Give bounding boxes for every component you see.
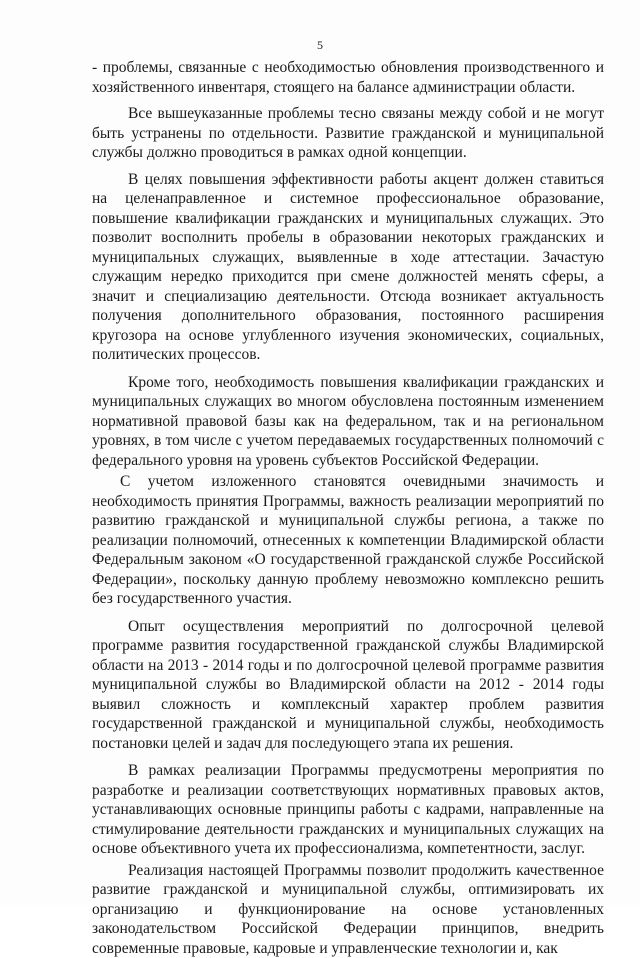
paragraph-program-results: Реализация настоящей Программы позволит продолжить качественное развитие гражданской и муниципальной службы, оптимизировать их организацию и функционирование на основе установленных законодательством Российской Федерации принципов, внедрить современные правовые, кадровые и управленческие технологии и, как — [92, 861, 604, 958]
paragraph-program-measures: В рамках реализации Программы предусмотрены мероприятия по разработке и реализации соответствующих нормативных правовых актов, устанавливающих основные принципы работы с кадрами, направленные на стимулирование деятельности гражданских и муниципальных служащих на основе объективного учета их профессионализма, компетентности, заслуг. — [92, 761, 604, 859]
page-number: 5 — [0, 38, 640, 53]
paragraph-bullet-inventory: - проблемы, связанные с необходимостью обновления производственного и хозяйственного инвентаря, стоящего на балансе администрации области. — [92, 58, 604, 97]
paragraph-professional-education: В целях повышения эффективности работы акцент должен ставиться на целенаправленное и системное профессиональное образование, повышение квалификации гражданских и муниципальных служащих. Это позволит восполнить пробелы в образовании некоторых гражданских и муниципальных служащих, выявленные в ходе аттестации. Зачастую служащим нередко приходится при смене должностей менять сферы, а значит и специализацию деятельности. Отсюда возникает актуальность получения дополнительного образования, постоянного расширения кругозора на основе углубленного изучения экономических, социальных, политических процессов. — [92, 170, 604, 365]
paragraph-problems-linked: Все вышеуказанные проблемы тесно связаны между собой и не могут быть устранены по отдельности. Развитие гражданской и муниципальной службы должно проводиться в рамках одной концепции. — [92, 104, 604, 163]
paragraph-program-importance: С учетом изложенного становятся очевидными значимость и необходимость принятия Программы, важность реализации мероприятий по развитию гражданской и муниципальной службы региона, а также по реализации полномочий, отнесенных к компетенции Владимирской области Федеральным законом «О государственной гражданской службе Российской Федерации», поскольку данную проблему невозможно комплексно решить без государственного участия. — [92, 472, 604, 609]
document-body — [92, 58, 604, 958]
paragraph-experience: Опыт осуществления мероприятий по долгосрочной целевой программе развития государственной гражданской службы Владимирской области на 2013 - 2014 годы и по долгосрочной целевой программе развития муниципальной службы во Владимирской области на 2012 - 2014 годы выявил сложность и комплексный характер проблем развития государственной гражданской и муниципальной службы, необходимость постановки целей и задач для последующего этапа их решения. — [92, 617, 604, 754]
paragraph-qualification-need: Кроме того, необходимость повышения квалификации гражданских и муниципальных служащих во многом обусловлена постоянным изменением нормативной правовой базы как на федеральном, так и на региональном уровнях, в том числе с учетом передаваемых государственных полномочий с федерального уровня на уровень субъектов Российской Федерации. — [92, 373, 604, 471]
